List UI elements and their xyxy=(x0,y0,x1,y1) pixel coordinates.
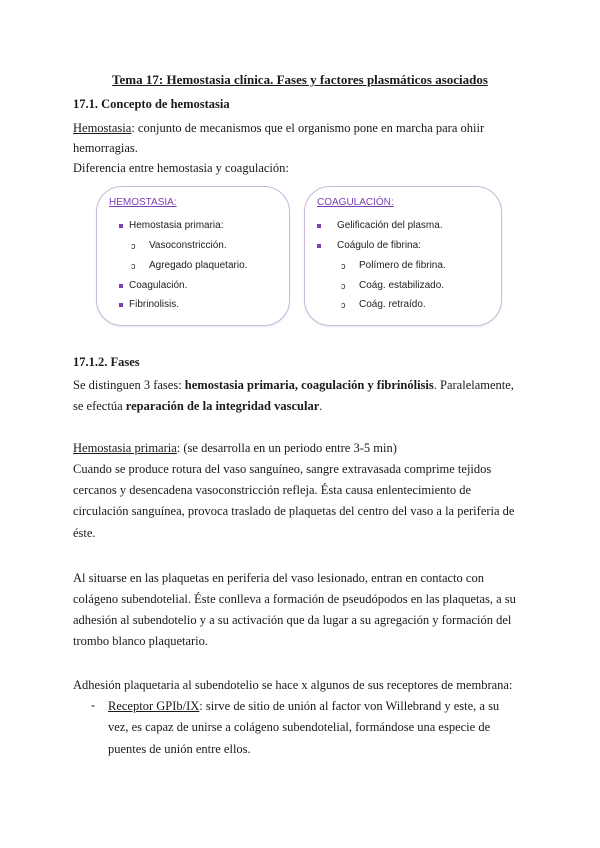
receptor-text: : sirve de sitio de unión al factor von Willebrand y este, a su xyxy=(199,699,500,713)
definition-text: : conjunto de mecanismos que el organismo pone en marcha para ohiir xyxy=(131,121,485,135)
sub-bullet-icon: ɔ xyxy=(341,281,346,291)
bullet-square-icon xyxy=(317,244,321,248)
paragraph-line: Adhesión plaquetaria al subendotelio se hace x algunos de sus receptores de membrana: xyxy=(73,678,513,692)
paragraph-line: colágeno subendotelial. Éste conlleva a formación de pseudópodos en las plaquetas, a su xyxy=(73,592,516,606)
receptor-line-3: puentes de unión entre ellos. xyxy=(108,742,251,756)
difference-line: Diferencia entre hemostasia y coagulación: xyxy=(73,161,289,175)
section-heading-concepto: 17.1. Concepto de hemostasia xyxy=(73,97,230,111)
receptor-line-2: vez, es capaz de unirse a colágeno subendotelial, formándose una especie de xyxy=(108,720,491,734)
paragraph-line: Cuando se produce rotura del vaso sanguíneo, sangre extravasada comprime tejidos xyxy=(73,462,492,476)
fases-text: . xyxy=(319,399,323,413)
bullet-square-icon xyxy=(119,284,123,288)
sub-bullet-icon: ɔ xyxy=(131,261,136,271)
fases-text: se efectúa xyxy=(73,399,126,413)
hemostasia-item-coagulacion: Coagulación. xyxy=(129,280,188,291)
receptor-line-1 xyxy=(108,698,499,714)
receptor-term: Receptor GPIb/IX xyxy=(108,699,200,713)
coagulacion-sub-estabilizado: Coág. estabilizado. xyxy=(359,280,445,291)
fases-text: . Paralelamente, xyxy=(433,378,514,392)
coagulacion-item-gelificacion: Gelificación del plasma. xyxy=(337,220,443,231)
hemostasia-item-fibrinolisis: Fibrinolisis. xyxy=(129,299,180,310)
paragraph-line: adhesión al subendotelio y a su activación que da lugar a su agregación y formación del xyxy=(73,613,512,627)
coagulacion-box-title: COAGULACIÓN: xyxy=(317,197,394,208)
sub-bullet-icon: ɔ xyxy=(341,261,346,271)
fases-bold: hemostasia primaria, coagulación y fibrinólisis xyxy=(184,378,434,392)
paragraph-line: trombo blanco plaquetario. xyxy=(73,634,209,648)
sub-bullet-icon: ɔ xyxy=(131,241,136,251)
bullet-square-icon xyxy=(317,224,321,228)
hemostasia-item-primaria: Hemostasia primaria: xyxy=(129,220,224,231)
paragraph-line: éste. xyxy=(73,526,96,540)
hemostasia-primaria-line xyxy=(73,440,397,456)
paragraph-line: Al situarse en las plaquetas en periferia del vaso lesionado, entran en contacto con xyxy=(73,571,484,585)
hemostasia-box-title: HEMOSTASIA: xyxy=(109,197,177,208)
paragraph-line: circulación sanguínea, provoca traslado de plaquetas del centro del vaso a la periferia de xyxy=(73,504,515,518)
definition-term: Hemostasia xyxy=(73,121,132,135)
hemostasia-sub-agregado: Agregado plaquetario. xyxy=(149,260,248,271)
section-heading-fases: 17.1.2. Fases xyxy=(73,355,140,369)
fases-paragraph-line-2 xyxy=(73,398,322,414)
coagulacion-item-coagulo: Coágulo de fibrina: xyxy=(337,240,421,251)
bullet-square-icon xyxy=(119,303,123,307)
hemostasia-sub-vasoconstriccion: Vasoconstricción. xyxy=(149,240,227,251)
coagulacion-sub-retraido: Coág. retraído. xyxy=(359,299,426,310)
definition-line-2: hemorragias. xyxy=(73,141,138,155)
definition-line-1 xyxy=(73,120,484,136)
fases-bold: reparación de la integridad vascular xyxy=(125,399,320,413)
list-dash-icon: - xyxy=(91,698,96,712)
bullet-square-icon xyxy=(119,224,123,228)
coagulacion-sub-polimero: Polímero de fibrina. xyxy=(359,260,446,271)
fases-text: Se distinguen 3 fases: xyxy=(73,378,185,392)
hemostasia-primaria-text: : (se desarrolla en un periodo entre 3-5 min) xyxy=(176,441,397,455)
page-title: Tema 17: Hemostasia clínica. Fases y factores plasmáticos asociados xyxy=(112,72,488,87)
hemostasia-box xyxy=(96,186,290,326)
fases-paragraph-line-1 xyxy=(73,377,514,393)
hemostasia-primaria-term: Hemostasia primaria xyxy=(73,441,177,455)
sub-bullet-icon: ɔ xyxy=(341,300,346,310)
paragraph-line: cercanos y desencadena vasoconstricción refleja. Ésta causa enlentecimiento de xyxy=(73,483,472,497)
coagulacion-box xyxy=(304,186,502,326)
